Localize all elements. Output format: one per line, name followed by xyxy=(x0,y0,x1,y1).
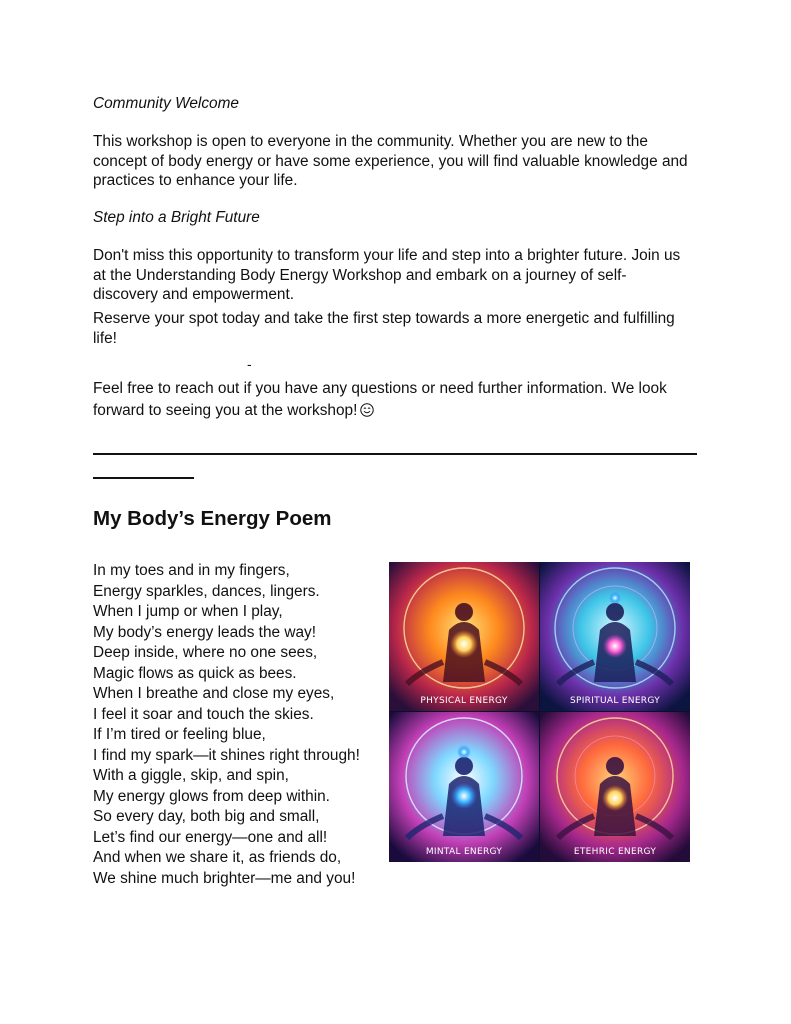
energy-illustration xyxy=(389,562,690,862)
paragraph-line: concept of body energy or have some experience, you will find valuable knowledge and xyxy=(93,152,688,170)
paragraph-line: practices to enhance your life. xyxy=(93,172,298,189)
poem-line: My body’s energy leads the way! xyxy=(93,623,316,641)
bright-future-paragraph xyxy=(93,246,703,305)
poem-line: Deep inside, where no one sees, xyxy=(93,644,318,661)
section-heading-bright-future: Step into a Bright Future xyxy=(93,209,260,226)
stray-dash: - xyxy=(247,356,252,372)
panel-label: PHYSICAL ENERGY xyxy=(420,696,508,706)
panel-label: MINTAL ENERGY xyxy=(425,847,503,857)
panel-label: SPIRITUAL ENERGY xyxy=(569,696,661,706)
smiling-face-icon xyxy=(360,403,374,417)
paragraph-line: forward to seeing you at the workshop! xyxy=(93,402,358,419)
paragraph-line: Don't miss this opportunity to transform your life and step into a brighter future. Join us xyxy=(93,247,681,264)
spiritual-energy-panel xyxy=(540,562,690,711)
poem-line: Let’s find our energy—one and all! xyxy=(93,828,328,846)
poem-line: With a giggle, skip, and spin, xyxy=(93,767,289,784)
poem-line: If I’m tired or feeling blue, xyxy=(93,726,266,743)
paragraph-line-with-emoji xyxy=(93,400,703,422)
horizontal-rule xyxy=(93,453,697,455)
paragraph-line: life! xyxy=(93,329,117,347)
poem-line: In my toes and in my fingers, xyxy=(93,562,290,579)
poem-line: So every day, both big and small, xyxy=(93,808,320,825)
poem-line: Magic flows as quick as bees. xyxy=(93,664,297,682)
paragraph-line: This workshop is open to everyone in the community. Whether you are new to the xyxy=(93,133,648,150)
poem-line: Energy sparkles, dances, lingers. xyxy=(93,582,320,600)
poem-line: When I breathe and close my eyes, xyxy=(93,685,335,702)
panel-label: ETEHRIC ENERGY xyxy=(573,847,657,857)
poem-title: My Body’s Energy Poem xyxy=(93,507,332,530)
horizontal-rule-short xyxy=(93,477,194,479)
etheric-energy-panel xyxy=(540,712,690,862)
paragraph-line: discovery and empowerment. xyxy=(93,286,295,303)
mental-energy-panel xyxy=(389,712,539,862)
reserve-paragraph xyxy=(93,309,703,348)
poem-line: We shine much brighter—me and you! xyxy=(93,869,356,887)
paragraph-line: at the Understanding Body Energy Workshop and embark on a journey of self- xyxy=(93,266,627,284)
physical-energy-panel xyxy=(389,562,539,711)
community-welcome-paragraph xyxy=(93,132,703,191)
poem-line: And when we share it, as friends do, xyxy=(93,849,342,866)
poem-line: When I jump or when I play, xyxy=(93,603,283,620)
poem-body xyxy=(93,561,360,889)
paragraph-line: Reserve your spot today and take the first step towards a more energetic and fulfilling xyxy=(93,310,675,327)
poem-line: I feel it soar and touch the skies. xyxy=(93,705,314,723)
poem-line: My energy glows from deep within. xyxy=(93,787,330,805)
poem-line: I find my spark—it shines right through! xyxy=(93,746,360,764)
paragraph-line: Feel free to reach out if you have any questions or need further information. We look xyxy=(93,380,667,397)
section-heading-community-welcome: Community Welcome xyxy=(93,95,239,112)
contact-paragraph xyxy=(93,378,703,422)
